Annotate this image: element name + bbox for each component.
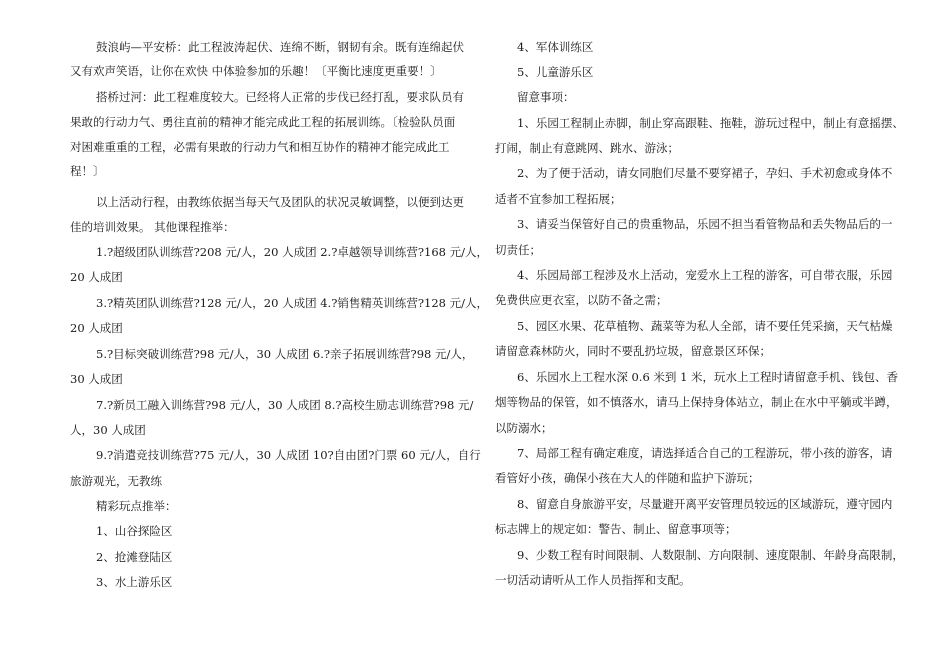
text-line: 精彩玩点推举： <box>96 499 177 513</box>
text-line: 旅游观光，无教练 <box>70 474 162 488</box>
text-line: 7.?新员工融入训练营?98 元/人，30 人成团 8.?高校生励志训练营?98 元/ <box>96 398 474 412</box>
text-line: 1、山谷探险区 <box>96 524 173 538</box>
text-line: 人，30 人成团 <box>70 423 146 437</box>
text-line: 烟等物品的保管，如不慎落水，请马上保持身体站立，制止在水中平躺或半蹲， <box>495 395 898 409</box>
text-line: 9.?消遣竞技训练营?75 元/人，30 人成团 10?自由团?门票 60 元/人，自行 <box>96 448 481 462</box>
text-line: 一切活动请听从工作人员指挥和支配。 <box>495 573 691 587</box>
text-line: 适者不宜参加工程拓展； <box>495 192 622 206</box>
text-line: 3.?精英团队训练营?128 元/人，20 人成团 4.?销售精英训练营?128 元/人， <box>96 296 489 310</box>
text-line: 又有欢声笑语，让你在欢快 中体验参加的乐趣！〔平衡比速度更重要！〕 <box>70 64 442 78</box>
text-line: 搭桥过河：此工程难度较大。已经将人正常的步伐已经打乱，要求队员有 <box>96 90 464 104</box>
text-line: 鼓浪屿—平安桥：此工程波涛起伏、连绵不断，钢韧有余。既有连绵起伏 <box>96 40 464 54</box>
text-line: 切责任； <box>495 243 541 257</box>
text-line: 7、局部工程有确定难度，请选择适合自己的工程游玩，带小孩的游客，请 <box>517 446 893 460</box>
text-line: 对困难重重的工程，必需有果敢的行动力气和相互协作的精神才能完成此工 <box>70 140 450 154</box>
text-line: 20 人成团 <box>70 270 123 284</box>
text-line: 30 人成团 <box>70 372 123 386</box>
text-line: 留意事项： <box>517 90 575 104</box>
text-line: 2、为了便于活动，请女同胞们尽量不要穿裙子，孕妇、手术初愈或身体不 <box>517 166 893 180</box>
text-line: 看管好小孩，确保小孩在大人的伴随和监护下游玩； <box>495 471 760 485</box>
text-line: 3、请妥当保管好自己的贵重物品，乐园不担当看管物品和丢失物品后的一 <box>517 217 893 231</box>
text-line: 4、军体训练区 <box>517 40 594 54</box>
text-line: 以防溺水； <box>495 421 553 435</box>
text-line: 5.?目标突破训练营?98 元/人，30 人成团 6.?亲子拓展训练营?98 元/人， <box>96 347 474 361</box>
text-line: 佳的培训效果。 其他课程推举： <box>70 220 235 234</box>
text-line: 免费供应更衣室，以防不备之需； <box>495 293 668 307</box>
text-line: 请留意森林防火，同时不要乱扔垃圾，留意景区环保； <box>495 344 771 358</box>
text-line: 果敢的行动力气、勇往直前的精神才能完成此工程的拓展训练。〔检验队员面 <box>70 115 456 129</box>
text-line: 打闹，制止有意跳网、跳水、游泳； <box>495 141 679 155</box>
text-line: 1.?超级团队训练营?208 元/人，20 人成团 2.?卓越领导训练营?168 元/人， <box>96 245 489 259</box>
text-line: 8、留意自身旅游平安，尽量避开离平安管理员较远的区域游玩，遵守园内 <box>517 497 893 511</box>
text-line: 程！〕 <box>70 164 105 178</box>
text-line: 以上活动行程，由教练依据当每天气及团队的状况灵敏调整，以便到达更 <box>96 195 464 209</box>
text-line: 1、乐园工程制止赤脚，制止穿高跟鞋、拖鞋，游玩过程中，制止有意摇摆、 <box>517 116 904 130</box>
text-line: 9、少数工程有时间限制、人数限制、方向限制、速度限制、年龄身高限制， <box>517 548 904 562</box>
text-line: 3、水上游乐区 <box>96 575 173 589</box>
text-line: 标志牌上的规定如：警告、制止、留意事项等； <box>495 522 737 536</box>
text-line: 4、乐园局部工程涉及水上活动，宠爱水上工程的游客，可自带衣服，乐园 <box>517 268 893 282</box>
text-line: 2、抢滩登陆区 <box>96 550 173 564</box>
text-line: 6、乐园水上工程水深 0.6 米到 1 米，玩水上工程时请留意手机、钱包、香 <box>517 370 899 384</box>
text-line: 5、园区水果、花草植物、蔬菜等为私人全部，请不要任凭采摘，天气枯燥 <box>517 319 893 333</box>
text-line: 5、儿童游乐区 <box>517 65 594 79</box>
text-line: 20 人成团 <box>70 321 123 335</box>
